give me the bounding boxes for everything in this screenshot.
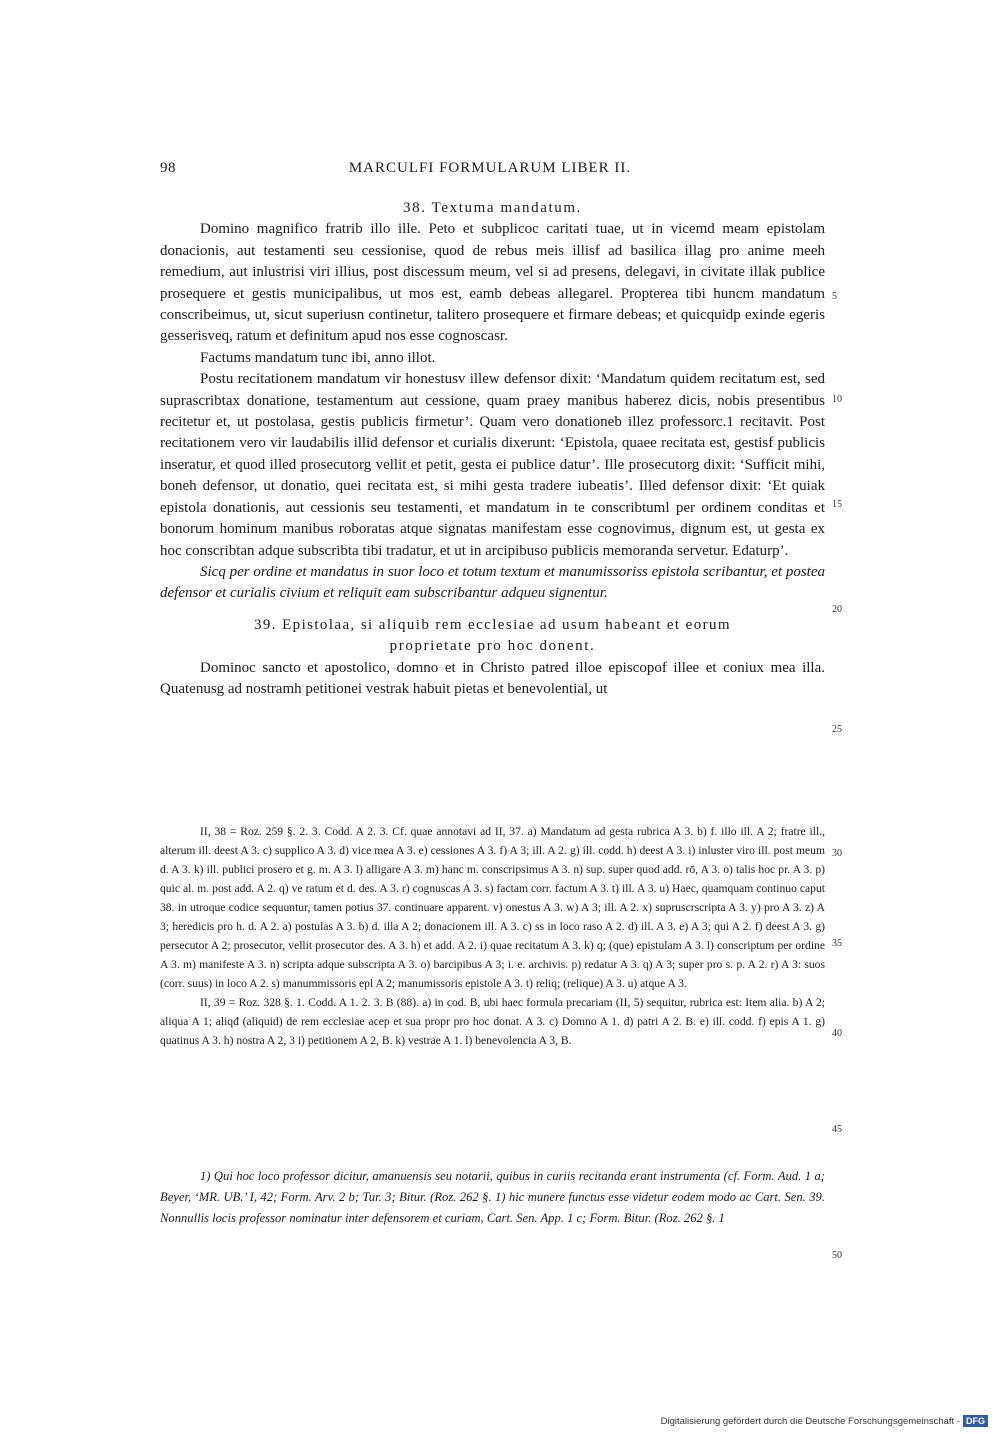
apparatus-block-38: II, 38 = Roz. 259 §. 2. 3. Codd. A 2. 3. Cf. quae annotavi ad II, 37. a) Mandatum ad gesta rubrica A 3. b) f. illo ill. A 2; fratre ill., alterum ill. deest A 3. c) supplico A 3. d) vice mea A 3. e) cessiones A 3. f) A 3; ill. A 2. g) ill. codd. h) deest A 3. i) inluster viro ill. post meum d. A 3. k) ill. publici prosero et g. m. A 3. l) alligare A 3. m) hanc m. conscripsimus A 3. n) sup. super quod add. rō, A 3. o) talis hoc pr. A 3. p) quic al. m. post add. A 2. q) ve ratum et d. des. A 3. r) cognuscas A 3. s) factam corr. factum A 3. t) ill. A 3. u) Haec, quamquam continuo caput 38. in utroque codice sequuntur, tamen potius 37. continuare apparent. v) onestus A 3. w) A 3; ill. A 2. x) supruscrscripta A 3. y) pro A 3. z) A 3; heredicis pro h. d. A 2. a) postulas A 3. b) d. illa A 2; donacionem ill. A 3. c) ss in loco raso A 2. d) ill. A 3. e) A 3; qui A 2. f) deest A 3. g) persecutor A 2; prosecutor, vellit prosecutor des. A 3. h) et add. A 2. i) quae recitatum A 3. k) q; (que) epistulam A 3. l) conscriptum per ordine A 3. m) manifeste A 3. n) scripta adque subscripta A 3. o) barcipibus A 3; i. e. archivis. p) redatur A 3. q) A 3; super pro s. p. A 2. r) A 3: suos (corr. suus) in loco A 2. s) manummissoris epl A 2; manumissoris epistole A 3. t) reliq; (relique) A 3. u) atque A 3. — [160, 825, 825, 990]
section-38-paragraph-3: Postu recitationem mandatum vir honestusv illew defensor dixit: ‘Mandatum quidem recitatum est, sed suprascribtax donatione, testamentum aut cessione, quam praey manibus haberez dicis, nobis presentibus recitetur et, ut postolasa, gestis publicis firmetur’. Quam vero donationeb illez professorc.1 recitavit. Post recitationem vero vir laudabilis illid defensor et curialis dixerunt: ‘Epistola, quaee recitata est, gestisf publicis inseratur, et quod illed prosecutorg vellit et petit, gesta ei publice datur’. Ille prosecutorg dixit: ‘Sufficit mihi, boneh defensor, ut donatio, quei recitata est, si mihi gesta tradere iubeatis’. Illed defensor dixit: ‘Et quiak epistola donationis, aut cessionis seu testamenti, et mandatum in te conscribtuml per ordinem conditas et bonorum hominum manibus roboratas atque signatas manifestam esse cognovimus, dignum est, ut gesta ex hoc conscribtan adque subscribta tibi tradatur, et ut in arcipibuso publicis memoranda servetur. Edaturp’. — [160, 371, 825, 559]
page-number: 98 — [160, 160, 176, 176]
apparatus-block-39: II, 39 = Roz. 328 §. 1. Codd. A 1. 2. 3. B (88). a) in cod. B, ubi haec formula precariam (II, 5) sequitur, rubrica est: Item alia. b) A 2; aliqua A 1; aliqđ (aliquid) de rem ecclesiae acep et sua propr pro hoc donat. A 3. c) Domno A 1. d) patri A 2. B. e) ill. codd. f) epis A 1. g) quatinus A 3. h) nostra A 2, 3 i) petitionem A 2, B. k) vestrae A 1. l) benevolencia A 3, B. — [160, 996, 825, 1047]
section-39-heading-line-1: 39. Epistolaa, si aliquib rem ecclesiae ad usum habeant et eorum — [254, 616, 731, 633]
line-number: 20 — [832, 604, 842, 615]
digitization-credit — [661, 1415, 988, 1427]
running-header — [160, 160, 820, 184]
dfg-logo: DFG — [963, 1415, 988, 1427]
critical-apparatus — [160, 822, 825, 1050]
line-number: 40 — [832, 1028, 842, 1039]
section-38-heading: 38. Textuma mandatum. — [403, 200, 582, 216]
section-39-heading-line-2: proprietate pro hoc donent. — [389, 638, 596, 655]
line-number: 15 — [832, 499, 842, 510]
line-number: 35 — [832, 938, 842, 949]
line-number: 25 — [832, 724, 842, 735]
footnote-1: 1) Qui hoc loco professor dicitur, amanuensis seu notarii, quibus in curiis recitanda erant instrumenta (cf. Form. Aud. 1 a; Beyer, ‘MR. UB.’ I, 42; Form. Arv. 2 b; Tur. 3; Bitur. (Roz. 262 §. 1) hic munere functus esse videtur eodem modo ac Cart. Sen. 39. Nonnullis locis professor nominatur inter defensorem et curiam, Cart. Sen. App. 1 c; Form. Bitur. (Roz. 262 §. 1 — [160, 1169, 825, 1225]
footnotes — [160, 1166, 825, 1229]
line-number: 5 — [832, 291, 837, 302]
section-38-paragraph-4: Sicq per ordine et mandatus in suor loco et totum textum et manumissoriss epistola scribantur, et postea defensor et curialis civium et reliquit eam subscribantur adqueu signentur. — [160, 563, 825, 602]
main-text — [160, 198, 825, 700]
section-39-paragraph-1: Dominoc sancto et apostolico, domno et in Christo patred illoe episcopof illee et coniux mea illa. Quatenusg ad nostramh petitionei vestrak habuit pietas et benevolential, ut — [160, 659, 825, 697]
running-title: MARCULFI FORMULARUM LIBER II. — [348, 160, 632, 176]
line-number: 50 — [832, 1250, 842, 1261]
section-38-paragraph-1: Domino magnifico fratrib illo ille. Peto et subplicoc caritati tuae, ut in vicemd meam epistolam donacionis, aut testamenti seu cessionise, quod de rebus meis illisf ad basilica illag pro anime meeh remedium, aut inlustrisi viri illius, post discessum meum, vel si ad presens, delegavi, in civitate illak publice prosequere et gestis municipalibus, ut mos est, eamb debeas allegarel. Propterea tibi huncm mandatum conscribeimus, ut, sicut superiusn continetur, taliterο prosequere et firmare debeas; et quicquidp exinde egeris gesserisveq, ratum et definitum apud nos esse cognoscasr. — [160, 221, 825, 345]
line-number: 10 — [832, 394, 842, 405]
section-38-paragraph-2: Factums mandatum tunc ibi, anno illot. — [200, 349, 436, 366]
line-number: 30 — [832, 848, 842, 859]
line-number: 45 — [832, 1124, 842, 1135]
credit-text: Digitalisierung gefördert durch die Deutsche Forschungsgemeinschaft - — [660, 1416, 960, 1427]
